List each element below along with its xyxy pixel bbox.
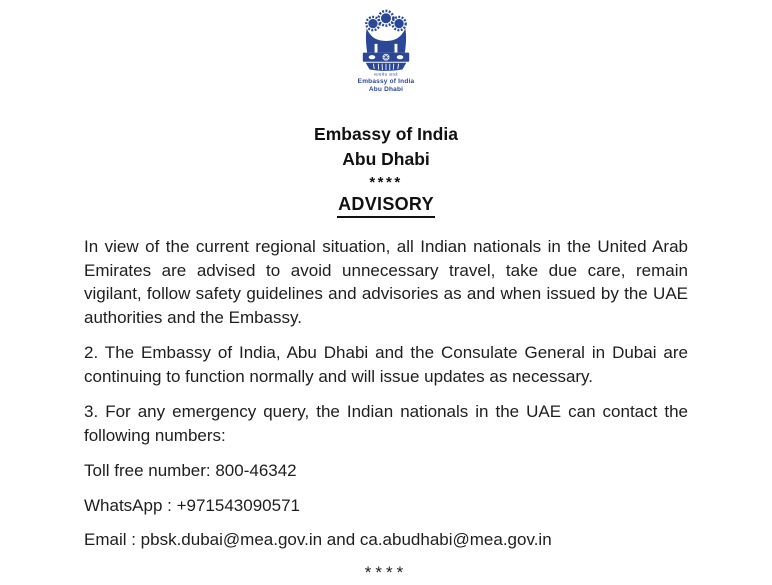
contact-toll-free-number: Toll free number: 800-46342 [84,461,297,480]
paragraph-embassy-functioning: 2. The Embassy of India, Abu Dhabi and the Consulate General in Dubai are continuing to function normally and will issue updates as necessary. [84,343,688,386]
indian-national-emblem-icon [357,8,415,72]
paragraph-emergency-query: 3. For any emergency query, the Indian nationals in the UAE can contact the following numbers: [84,402,688,445]
document-body [84,235,688,552]
emblem-motto: सत्यमेव जयते [374,72,398,77]
footer-separator-stars: **** [364,562,408,582]
document-title-line2: Abu Dhabi [342,149,430,169]
advisory-heading-wrap [0,193,772,218]
advisory-heading: ADVISORY [337,193,435,218]
contact-email-addresses: Email : pbsk.dubai@mea.gov.in and ca.abudhabi@mea.gov.in [84,530,552,549]
emblem-caption-line1: Embassy of India [357,78,415,85]
emblem-block [0,8,772,94]
document-title-line1: Embassy of India [314,124,458,144]
contact-whatsapp-number: WhatsApp : +971543090571 [84,495,300,515]
paragraph-situation: In view of the current regional situation, all Indian nationals in the United Arab Emirates are advised to avoid unnecessary travel, take due care, remain vigilant, follow safety guidelines and advisories as and when issued by the UAE authorities and the Embassy. [84,237,688,327]
header-separator-stars: **** [369,174,403,191]
emblem-caption-line2: Abu Dhabi [368,86,404,93]
